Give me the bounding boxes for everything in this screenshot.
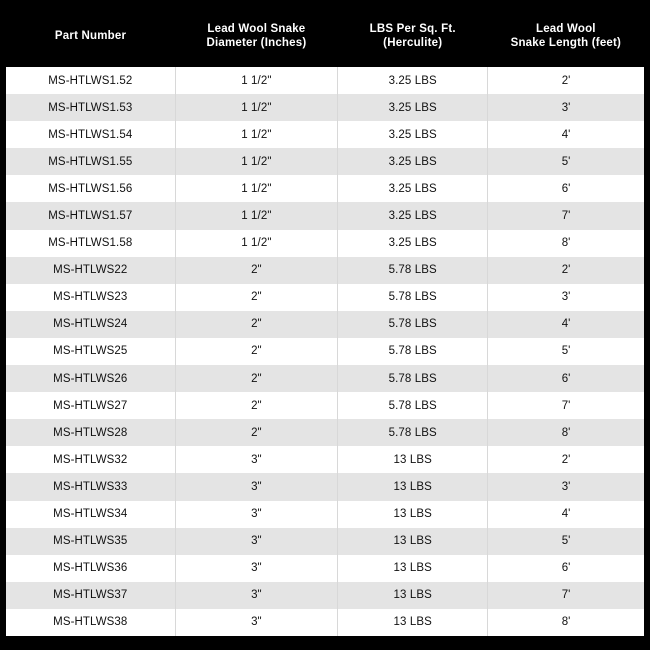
cell-diameter: 2" <box>175 311 338 338</box>
cell-part-number: MS-HTLWS23 <box>6 284 175 311</box>
cell-diameter: 3" <box>175 446 338 473</box>
cell-diameter: 3" <box>175 473 338 500</box>
table-row <box>6 257 644 284</box>
cell-lbs: 5.78 LBS <box>338 419 488 446</box>
column-header-diameter <box>175 6 338 67</box>
cell-lbs: 13 LBS <box>338 609 488 636</box>
cell-part-number: MS-HTLWS1.55 <box>6 148 175 175</box>
cell-diameter: 3" <box>175 582 338 609</box>
cell-diameter: 1 1/2" <box>175 230 338 257</box>
cell-part-number: MS-HTLWS36 <box>6 555 175 582</box>
cell-length: 5' <box>488 528 644 555</box>
cell-length: 6' <box>488 365 644 392</box>
cell-part-number: MS-HTLWS32 <box>6 446 175 473</box>
table-row <box>6 609 644 636</box>
cell-lbs: 5.78 LBS <box>338 311 488 338</box>
cell-part-number: MS-HTLWS27 <box>6 392 175 419</box>
cell-length: 7' <box>488 202 644 229</box>
table-row <box>6 202 644 229</box>
cell-length: 5' <box>488 338 644 365</box>
table-row <box>6 230 644 257</box>
cell-lbs: 3.25 LBS <box>338 175 488 202</box>
column-header-line: Snake Length (feet) <box>510 37 622 49</box>
cell-length: 3' <box>488 284 644 311</box>
cell-part-number: MS-HTLWS33 <box>6 473 175 500</box>
table-row <box>6 148 644 175</box>
cell-length: 4' <box>488 121 644 148</box>
cell-diameter: 2" <box>175 338 338 365</box>
cell-part-number: MS-HTLWS38 <box>6 609 175 636</box>
cell-length: 8' <box>488 609 644 636</box>
cell-lbs: 3.25 LBS <box>338 202 488 229</box>
cell-lbs: 13 LBS <box>338 446 488 473</box>
cell-part-number: MS-HTLWS1.58 <box>6 230 175 257</box>
cell-length: 6' <box>488 555 644 582</box>
column-header-line: Lead Wool Snake <box>207 22 306 35</box>
cell-part-number: MS-HTLWS37 <box>6 582 175 609</box>
cell-diameter: 1 1/2" <box>175 148 338 175</box>
cell-lbs: 5.78 LBS <box>338 284 488 311</box>
column-header-line: LBS Per Sq. Ft. <box>369 22 456 35</box>
cell-length: 7' <box>488 582 644 609</box>
table-body <box>6 67 644 636</box>
cell-part-number: MS-HTLWS1.56 <box>6 175 175 202</box>
cell-diameter: 2" <box>175 392 338 419</box>
cell-lbs: 3.25 LBS <box>338 148 488 175</box>
cell-diameter: 3" <box>175 609 338 636</box>
cell-diameter: 3" <box>175 501 338 528</box>
table-row <box>6 284 644 311</box>
table-row <box>6 392 644 419</box>
cell-lbs: 5.78 LBS <box>338 365 488 392</box>
cell-lbs: 5.78 LBS <box>338 338 488 365</box>
cell-part-number: MS-HTLWS22 <box>6 257 175 284</box>
cell-diameter: 2" <box>175 257 338 284</box>
cell-lbs: 3.25 LBS <box>338 121 488 148</box>
table-row <box>6 473 644 500</box>
cell-lbs: 13 LBS <box>338 555 488 582</box>
cell-diameter: 1 1/2" <box>175 202 338 229</box>
cell-length: 4' <box>488 311 644 338</box>
cell-lbs: 3.25 LBS <box>338 94 488 121</box>
cell-part-number: MS-HTLWS25 <box>6 338 175 365</box>
column-header-line: Lead Wool <box>535 22 596 35</box>
table-row <box>6 311 644 338</box>
cell-diameter: 1 1/2" <box>175 67 338 94</box>
cell-part-number: MS-HTLWS1.54 <box>6 121 175 148</box>
lead-wool-snake-spec-table <box>6 6 644 636</box>
cell-lbs: 3.25 LBS <box>338 67 488 94</box>
table-header <box>6 6 644 67</box>
table-row <box>6 121 644 148</box>
cell-lbs: 13 LBS <box>338 582 488 609</box>
cell-part-number: MS-HTLWS1.52 <box>6 67 175 94</box>
cell-length: 5' <box>488 148 644 175</box>
cell-diameter: 1 1/2" <box>175 94 338 121</box>
column-header-line: Part Number <box>54 29 127 42</box>
cell-part-number: MS-HTLWS26 <box>6 365 175 392</box>
cell-part-number: MS-HTLWS35 <box>6 528 175 555</box>
cell-diameter: 1 1/2" <box>175 175 338 202</box>
cell-length: 3' <box>488 94 644 121</box>
cell-lbs: 13 LBS <box>338 501 488 528</box>
table-row <box>6 365 644 392</box>
cell-diameter: 1 1/2" <box>175 121 338 148</box>
table-row <box>6 94 644 121</box>
table-row <box>6 501 644 528</box>
table-row <box>6 419 644 446</box>
table-row <box>6 528 644 555</box>
cell-length: 8' <box>488 419 644 446</box>
table-row <box>6 582 644 609</box>
cell-length: 6' <box>488 175 644 202</box>
cell-lbs: 5.78 LBS <box>338 392 488 419</box>
cell-part-number: MS-HTLWS1.57 <box>6 202 175 229</box>
cell-lbs: 3.25 LBS <box>338 230 488 257</box>
cell-length: 8' <box>488 230 644 257</box>
table-header-row <box>6 6 644 67</box>
cell-diameter: 3" <box>175 555 338 582</box>
cell-part-number: MS-HTLWS24 <box>6 311 175 338</box>
column-header-part-number <box>6 6 175 67</box>
cell-length: 2' <box>488 446 644 473</box>
cell-length: 2' <box>488 67 644 94</box>
column-header-length <box>488 6 644 67</box>
cell-lbs: 5.78 LBS <box>338 257 488 284</box>
cell-part-number: MS-HTLWS1.53 <box>6 94 175 121</box>
cell-length: 7' <box>488 392 644 419</box>
cell-length: 3' <box>488 473 644 500</box>
cell-lbs: 13 LBS <box>338 473 488 500</box>
table-row <box>6 555 644 582</box>
cell-lbs: 13 LBS <box>338 528 488 555</box>
column-header-lbs-per-sq-ft <box>338 6 488 67</box>
table-row <box>6 446 644 473</box>
table-row <box>6 175 644 202</box>
cell-length: 4' <box>488 501 644 528</box>
table-row <box>6 67 644 94</box>
column-header-line: (Herculite) <box>383 37 443 49</box>
cell-diameter: 2" <box>175 284 338 311</box>
cell-diameter: 2" <box>175 419 338 446</box>
column-header-line: Diameter (Inches) <box>206 37 307 49</box>
cell-part-number: MS-HTLWS34 <box>6 501 175 528</box>
table-row <box>6 338 644 365</box>
cell-length: 2' <box>488 257 644 284</box>
cell-diameter: 2" <box>175 365 338 392</box>
cell-diameter: 3" <box>175 528 338 555</box>
cell-part-number: MS-HTLWS28 <box>6 419 175 446</box>
